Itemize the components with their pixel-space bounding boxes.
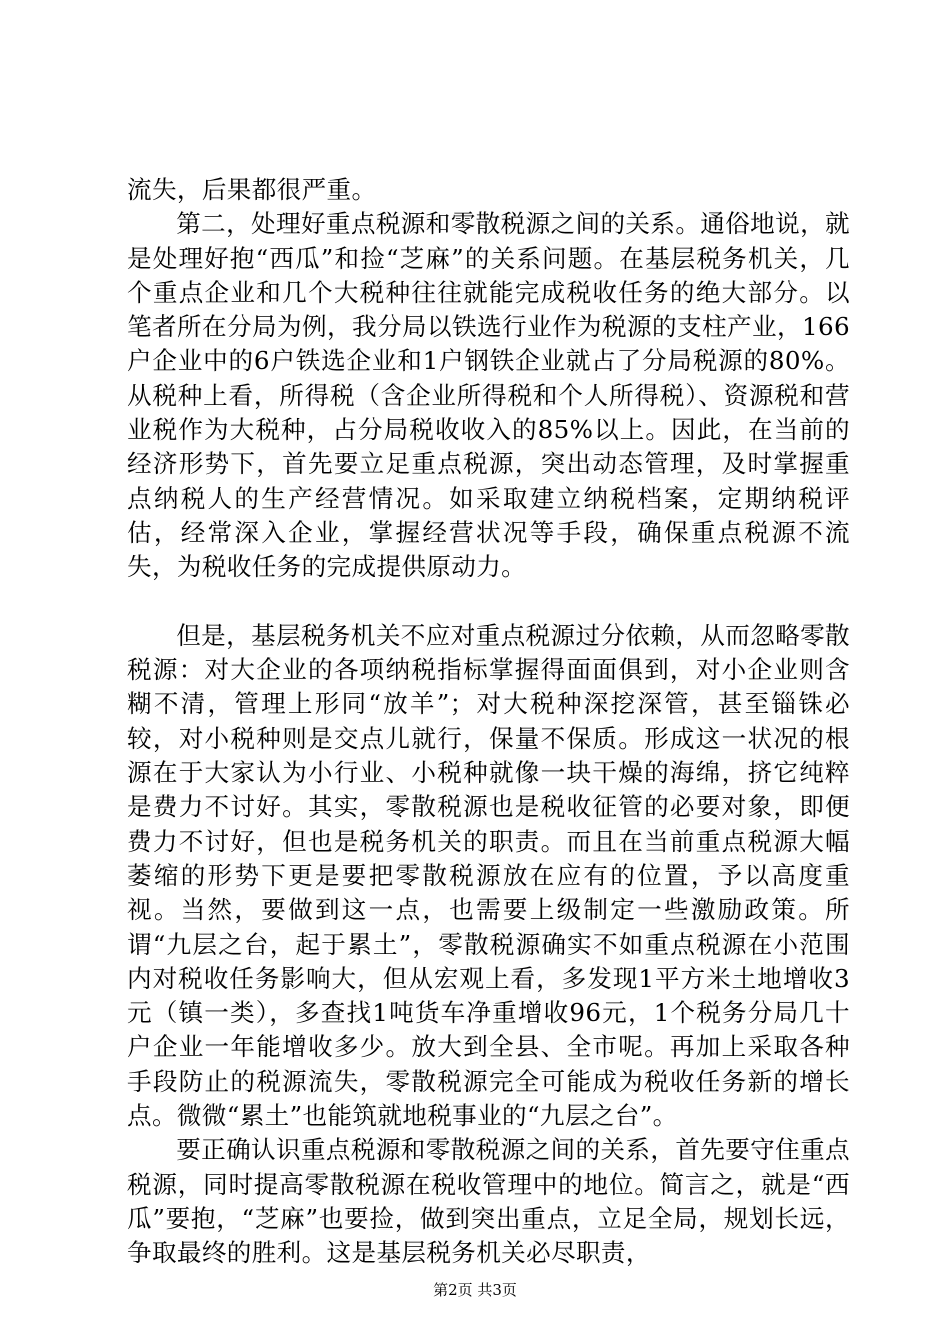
page-footer: 第2页 共3页 bbox=[433, 1281, 517, 1299]
body-text bbox=[127, 173, 850, 1271]
paragraph-conclusion: 要正确认识重点税源和零散税源之间的关系，首先要守住重点税源，同时提高零散税源在税收管理中的地位。简言之，就是“西瓜”要抱，“芝麻”也要捡，做到突出重点，立足全局，规划长远，争取最终的胜利。这是基层税务机关必尽职责， bbox=[127, 1135, 850, 1268]
paragraph-scattered-sources: 但是，基层税务机关不应对重点税源过分依赖，从而忽略零散税源：对大企业的各项纳税指标掌握得面面俱到，对小企业则含糊不清，管理上形同“放羊”；对大税种深挖深管，甚至锱铢必较，对小税种则是交点儿就行，保量不保质。形成这一状况的根源在于大家认为小行业、小税种就像一块干燥的海绵，挤它纯粹是费力不讨好。其实，零散税源也是税收征管的必要对象，即便费力不讨好，但也是税务机关的职责。而且在当前重点税源大幅萎缩的形势下更是要把零散税源放在应有的位置，予以高度重视。当然，要做到这一点，也需要上级制定一些激励政策。所谓“九层之台，起于累土”，零散税源确实不如重点税源在小范围内对税收任务影响大，但从宏观上看，多发现1平方米土地增收3元（镇一类），多查找1吨货车净重增收96元，1个税务分局几十户企业一年能增收多少。放大到全县、全市呢。再加上采取各种手段防止的税源流失，零散税源完全可能成为税收任务新的增长点。微微“累土”也能筑就地税事业的“九层之台”。 bbox=[127, 620, 850, 1131]
paragraph-key-vs-scattered-sources: 第二，处理好重点税源和零散税源之间的关系。通俗地说，就是处理好抱“西瓜”和捡“芝麻”的关系问题。在基层税务机关，几个重点企业和几个大税种往往就能完成税收任务的绝大部分。以笔者所在分局为例，我分局以铁选行业作为税源的支柱产业，166户企业中的6户铁选企业和1户钢铁企业就占了分局税源的80%。从税种上看，所得税（含企业所得税和个人所得税）、资源税和营业税作为大税种，占分局税收收入的85%以上。因此，在当前的经济形势下，首先要立足重点税源，突出动态管理，及时掌握重点纳税人的生产经营情况。如采取建立纳税档案，定期纳税评估，经常深入企业，掌握经营状况等手段，确保重点税源不流失，为税收任务的完成提供原动力。 bbox=[127, 209, 850, 582]
paragraph-continuation: 流失，后果都很严重。 bbox=[127, 175, 377, 204]
